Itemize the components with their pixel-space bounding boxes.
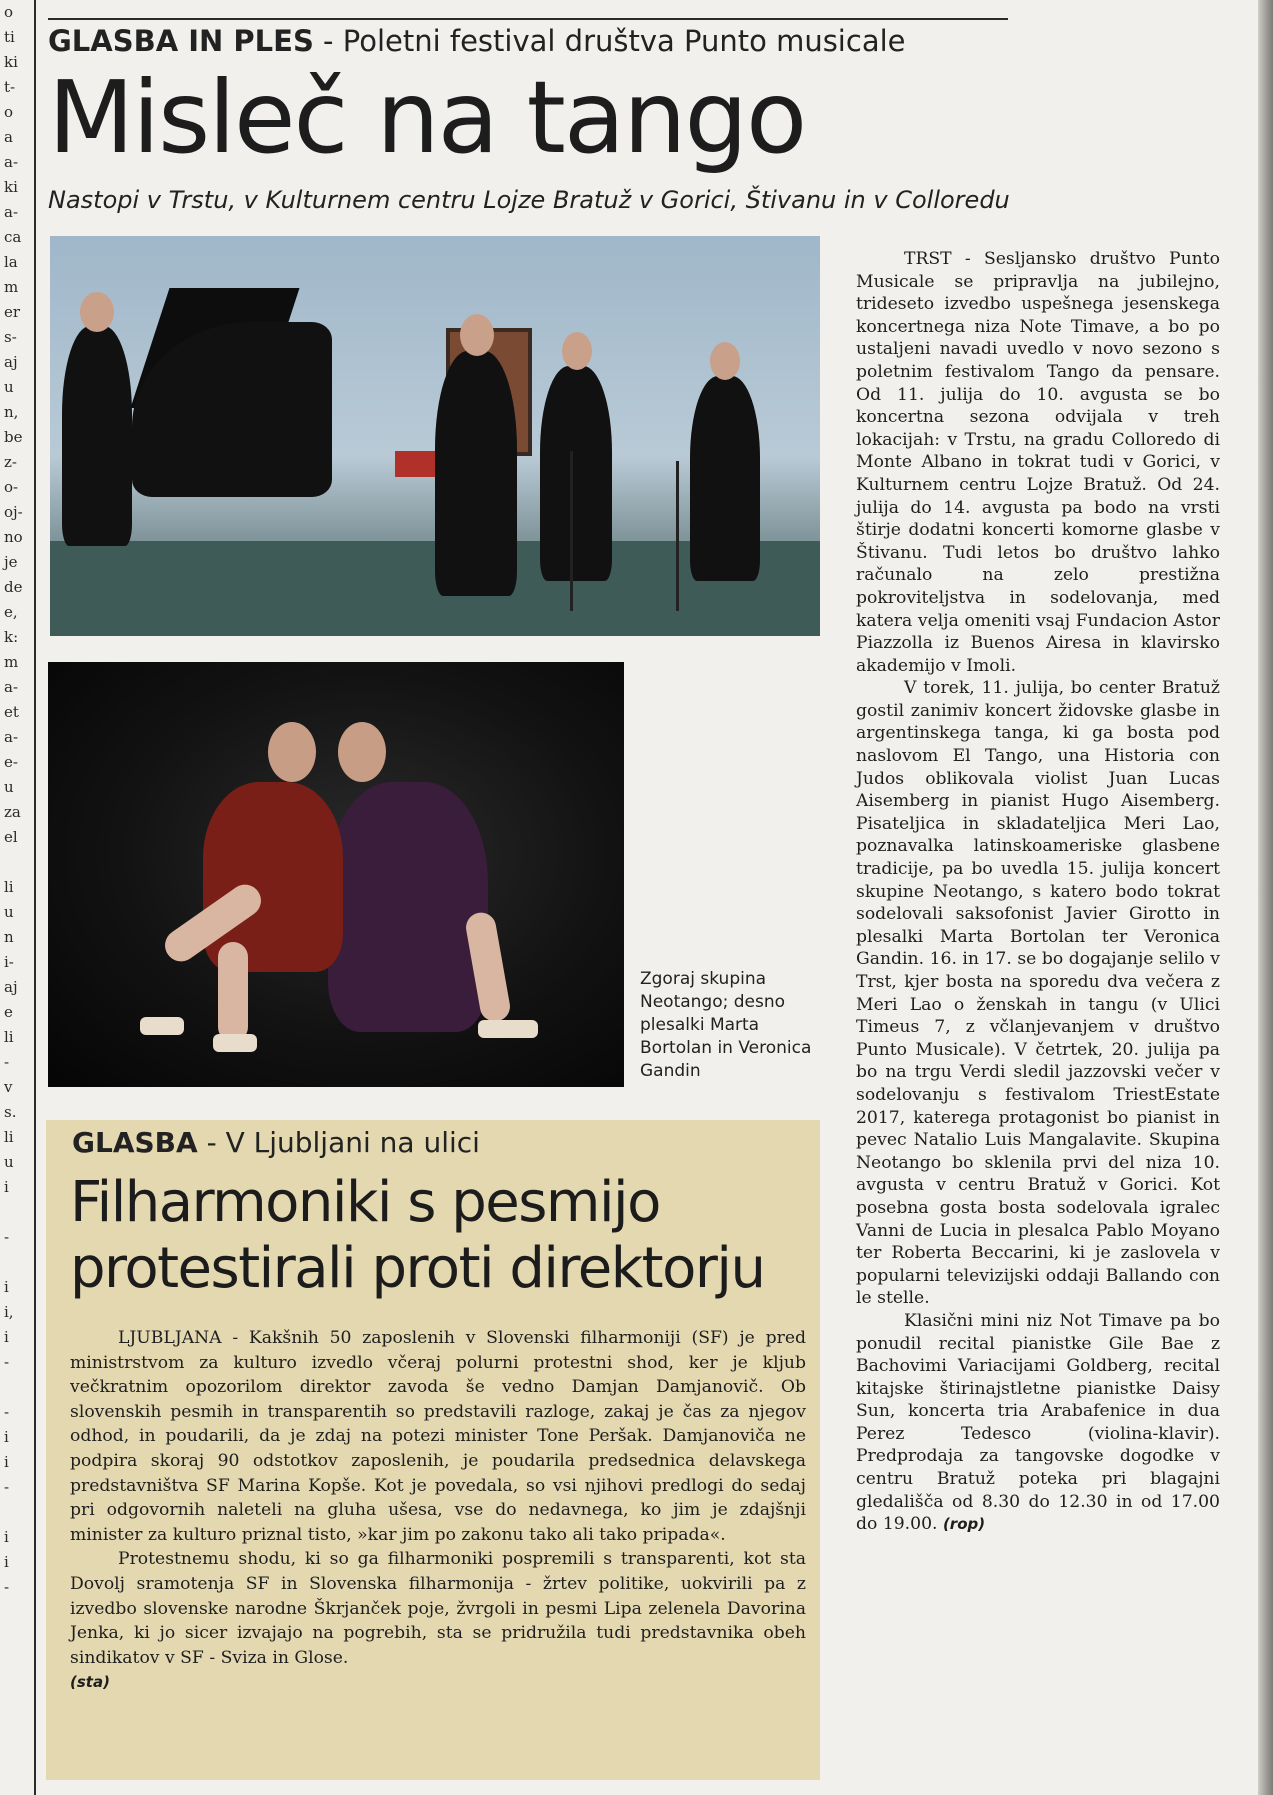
left-column-fragment: e — [4, 1003, 13, 1021]
left-column-fragment: be — [4, 428, 23, 446]
left-column-fragment: - — [4, 1578, 10, 1596]
left-column-fragment: u — [4, 778, 14, 796]
article1-paragraph: TRST - Sesljansko društvo Punto Musicale se pripravlja na jubilejno, trideseto izvedbo uspešnega jesenskega koncertnega niza Note Timave, a bo po ustaljeni navadi uvedlo v novo sezono s poletnim festivalom Tango da pensare. Od 11. julija do 10. avgusta se bo koncertna sezona odvijala v treh lokacijah: v Trstu, na gradu Colloredo di Monte Albano in tokrat tudi v Gorici, v Kulturnem centru Lojze Bratuž. Od 24. julija do 14. avgusta pa bodo na vrsti štirje dodatni koncerti komorne glasbe v Štivanu. Tudi letos bo društvo lahko računalo na zelo prestižna pokroviteljstva in sodelovanja, med katera velja omeniti vsaj Fundacion Astor Piazzolla iz Buenos Airesa in klavirsko akademijo v Imoli. — [856, 249, 1220, 676]
left-column-fragment: a- — [4, 153, 19, 171]
left-column-fragment: - — [4, 1403, 10, 1421]
article2-body — [70, 1326, 806, 1695]
dancer-shoe — [478, 1020, 538, 1038]
musician-figure-2 — [540, 366, 612, 581]
article1-kicker-bold: GLASBA IN PLES — [48, 24, 314, 58]
left-column-fragment: i — [4, 1553, 9, 1571]
left-column-fragment: o — [4, 3, 14, 21]
left-column-fragment: t- — [4, 78, 16, 96]
left-column-fragment: z- — [4, 453, 17, 471]
left-column-fragment: aj — [4, 353, 18, 371]
left-column-fragment: za — [4, 803, 21, 821]
left-column-fragment: ca — [4, 228, 22, 246]
dancer-shoe — [140, 1017, 184, 1035]
dancer-purple — [328, 782, 488, 1032]
page-fold — [1258, 0, 1273, 1795]
left-column-fragment: i- — [4, 953, 14, 971]
dancer-leg — [218, 942, 248, 1042]
left-column-fragment: - — [4, 1053, 10, 1071]
left-column-fragment — [0, 1500, 34, 1525]
left-column-fragment: n — [4, 928, 14, 946]
singer-figure — [62, 326, 132, 546]
left-column-fragment: - — [4, 1478, 10, 1496]
left-column-fragment: je — [4, 553, 18, 571]
left-column-fragment: u — [4, 378, 14, 396]
musician-figure-1 — [435, 351, 517, 596]
musician-head-2 — [562, 332, 592, 370]
left-column-fragment: s. — [4, 1103, 17, 1121]
left-column-fragment: ki — [4, 53, 18, 71]
top-rule — [48, 18, 1008, 20]
left-column-fragment: i — [4, 1278, 9, 1296]
left-column-fragment: u — [4, 903, 14, 921]
left-column-fragment: er — [4, 303, 21, 321]
article2-kicker-rest: - V Ljubljani na ulici — [197, 1126, 480, 1159]
photo-neotango-band — [50, 236, 820, 636]
left-column-fragment: li — [4, 878, 14, 896]
article1-paragraph-text: Klasični mini niz Not Timave pa bo ponudil recital pianistke Gile Bae z Bachovimi Variacijami Goldberg, recital kitajske štirinajstletne pianistke Daisy Sun, koncerta tria Arabafenice in dua Perez Tedesco (violina-klavir). Predprodaja za tangovske dogodke v centru Bratuž poteka pri blagajni gledališča od 8.30 do 12.30 in od 17.00 do 19.00. — [856, 1310, 1220, 1535]
left-column-fragment: aj — [4, 978, 18, 996]
left-column-fragment: oj- — [4, 503, 23, 521]
left-column-fragment: a- — [4, 728, 19, 746]
music-stand — [676, 461, 679, 611]
left-column-fragment: li — [4, 1128, 14, 1146]
left-column-fragment: u — [4, 1153, 14, 1171]
singer-head — [80, 292, 114, 332]
left-column-fragment — [0, 850, 34, 875]
left-column-fragment: e- — [4, 753, 18, 771]
article1-kicker — [48, 24, 1028, 58]
left-column-fragment: i — [4, 1328, 9, 1346]
article2-headline: Filharmoniki s pesmijo protestirali proti direktorju — [70, 1170, 765, 1301]
left-column-fragment: s- — [4, 328, 17, 346]
left-column-fragment: e, — [4, 603, 18, 621]
left-column-fragment: el — [4, 828, 18, 846]
left-column-fragment: v — [4, 1078, 13, 1096]
left-column-fragment: i, — [4, 1303, 14, 1321]
left-column-fragment — [0, 1200, 34, 1225]
dancer-purple-head — [338, 722, 386, 782]
left-column-fragment — [0, 1250, 34, 1275]
left-column-fragments — [0, 0, 36, 1795]
article1-paragraph — [856, 1310, 1220, 1536]
left-column-fragment: n, — [4, 403, 19, 421]
left-column-fragment: i — [4, 1428, 9, 1446]
left-column-fragment: i — [4, 1178, 9, 1196]
left-column-fragment: - — [4, 1228, 10, 1246]
left-column-fragment: ti — [4, 28, 15, 46]
left-column-fragment: i — [4, 1453, 9, 1471]
left-column-fragment: o — [4, 103, 14, 121]
left-column-fragment: de — [4, 578, 23, 596]
music-stand — [570, 451, 573, 611]
article1-body — [856, 248, 1220, 1536]
left-column-fragment: et — [4, 703, 19, 721]
article2-kicker — [72, 1126, 812, 1159]
left-column-fragment: - — [4, 1353, 10, 1371]
left-column-fragment: m — [4, 653, 19, 671]
article2-box — [46, 1120, 820, 1780]
left-column-fragment: o- — [4, 478, 19, 496]
left-column-fragment: ki — [4, 178, 18, 196]
left-column-fragment — [0, 1375, 34, 1400]
article2-signature-line — [70, 1670, 806, 1695]
saxophonist-head — [710, 342, 740, 380]
saxophonist-figure — [690, 376, 760, 581]
article2-kicker-bold: GLASBA — [72, 1126, 198, 1159]
photo-dancers — [48, 662, 624, 1087]
dancer-shoe — [213, 1034, 257, 1052]
article1-signature: (rop) — [942, 1515, 986, 1534]
article2-paragraph: LJUBLJANA - Kakšnih 50 zaposlenih v Slovenski filharmoniji (SF) je pred ministrstvom za kulturo izvedlo včeraj polurni protestni shod, ker je kljub večkratnim opozorilom direktor zavoda še vedno Damjan Damjanovič. Ob slovenskih pesmih in transparentih so predstavili razloge, zakaj je čas za njegov odhod, in poudarili, da je zdaj na potezi minister Tone Peršak. Damjanoviča ne podpira skoraj 90 odstotkov zaposlenih, je poudarila predsednica delavskega predstavništva SF Marina Kopše. Kot je povedala, so vsi njihovi predlogi do sedaj pri odgovornih naleteli na gluha ušesa, vse do nedavnega, ko jim je zdajšnji minister za kulturo priznal tisto, »kar jim po zakonu tako ali tako pripada«. — [70, 1328, 806, 1545]
left-column-fragment: k: — [4, 628, 19, 646]
left-column-fragment: i — [4, 1528, 9, 1546]
photo-caption: Zgoraj skupina Neotango; desno plesalki Marta Bortolan in Veronica Gandin — [640, 969, 812, 1081]
left-column-fragment: m — [4, 278, 19, 296]
left-column-fragment: la — [4, 253, 18, 271]
article1-deck: Nastopi v Trstu, v Kulturnem centru Lojze Bratuž v Gorici, Štivanu in v Colloredu — [48, 186, 1010, 214]
article1-paragraph: V torek, 11. julija, bo center Bratuž gostil zanimiv koncert židovske glasbe in argentinskega tanga, ki ga bosta pod naslovom El Tango, una Historia con Judos oblikovala violist Juan Lucas Aisemberg in pianist Hugo Aisemberg. Pisateljica in skladateljica Meri Lao, poznavalka latinskoameriske glasbene tradicije, pa bo uvedla 15. julija koncert skupine Neotango, s katero bodo tokrat sodelovali saksofonist Javier Girotto in plesalki Marta Bortolan ter Veronica Gandin. 16. in 17. se bo dogajanje selilo v Trst, kjer bosta na sporedu dva večera z Meri Lao o ženskah in tangu (v Ulici Timeus 7, z včlanjevanjem v društvo Punto Musicale). V četrtek, 20. julija pa bo na trgu Verdi sledil jazzovski večer v sodelovanju s festivalom TriestEstate 2017, katerega protagonist bo pianist in pevec Natalio Luis Mangalavite. Skupina Neotango bo sklenila prvi del niza 10. avgusta v centru Bratuž v Gorici. Kot posebna gosta bosta sodelovala igralec Vanni de Lucia in plesalca Pablo Moyano ter Roberta Beccarini, ki je zaslovela v popularni televizijski oddaji Ballando con le stelle. — [856, 678, 1220, 1309]
article2-paragraph: Protestnemu shodu, ki so ga filharmoniki pospremili s transparenti, kot sta Dovolj sramotenja SF in Slovenska filharmonija - žrtev politike, uokvirili pa z izvedbo slovenske narodne Škrjanček poje, žvrgoli in pesmi Lipa zelenela Davorina Jenka, ki jo sicer izvajajo na pogrebih, sta se pridružila tudi predstavnika obeh sindikatov v SF - Sviza in Glose. — [70, 1549, 806, 1668]
article2-signature: (sta) — [70, 1673, 110, 1692]
article1-headline: Misleč na tango — [48, 59, 806, 176]
left-column-fragment: no — [4, 528, 23, 546]
left-column-fragment: a- — [4, 203, 19, 221]
dancer-red-head — [268, 722, 316, 782]
left-column-fragment: a- — [4, 678, 19, 696]
left-column-fragment: li — [4, 1028, 14, 1046]
musician-head-1 — [460, 314, 494, 356]
left-column-fragment: a — [4, 128, 13, 146]
article1-kicker-rest: - Poletni festival društva Punto musicale — [313, 24, 906, 58]
